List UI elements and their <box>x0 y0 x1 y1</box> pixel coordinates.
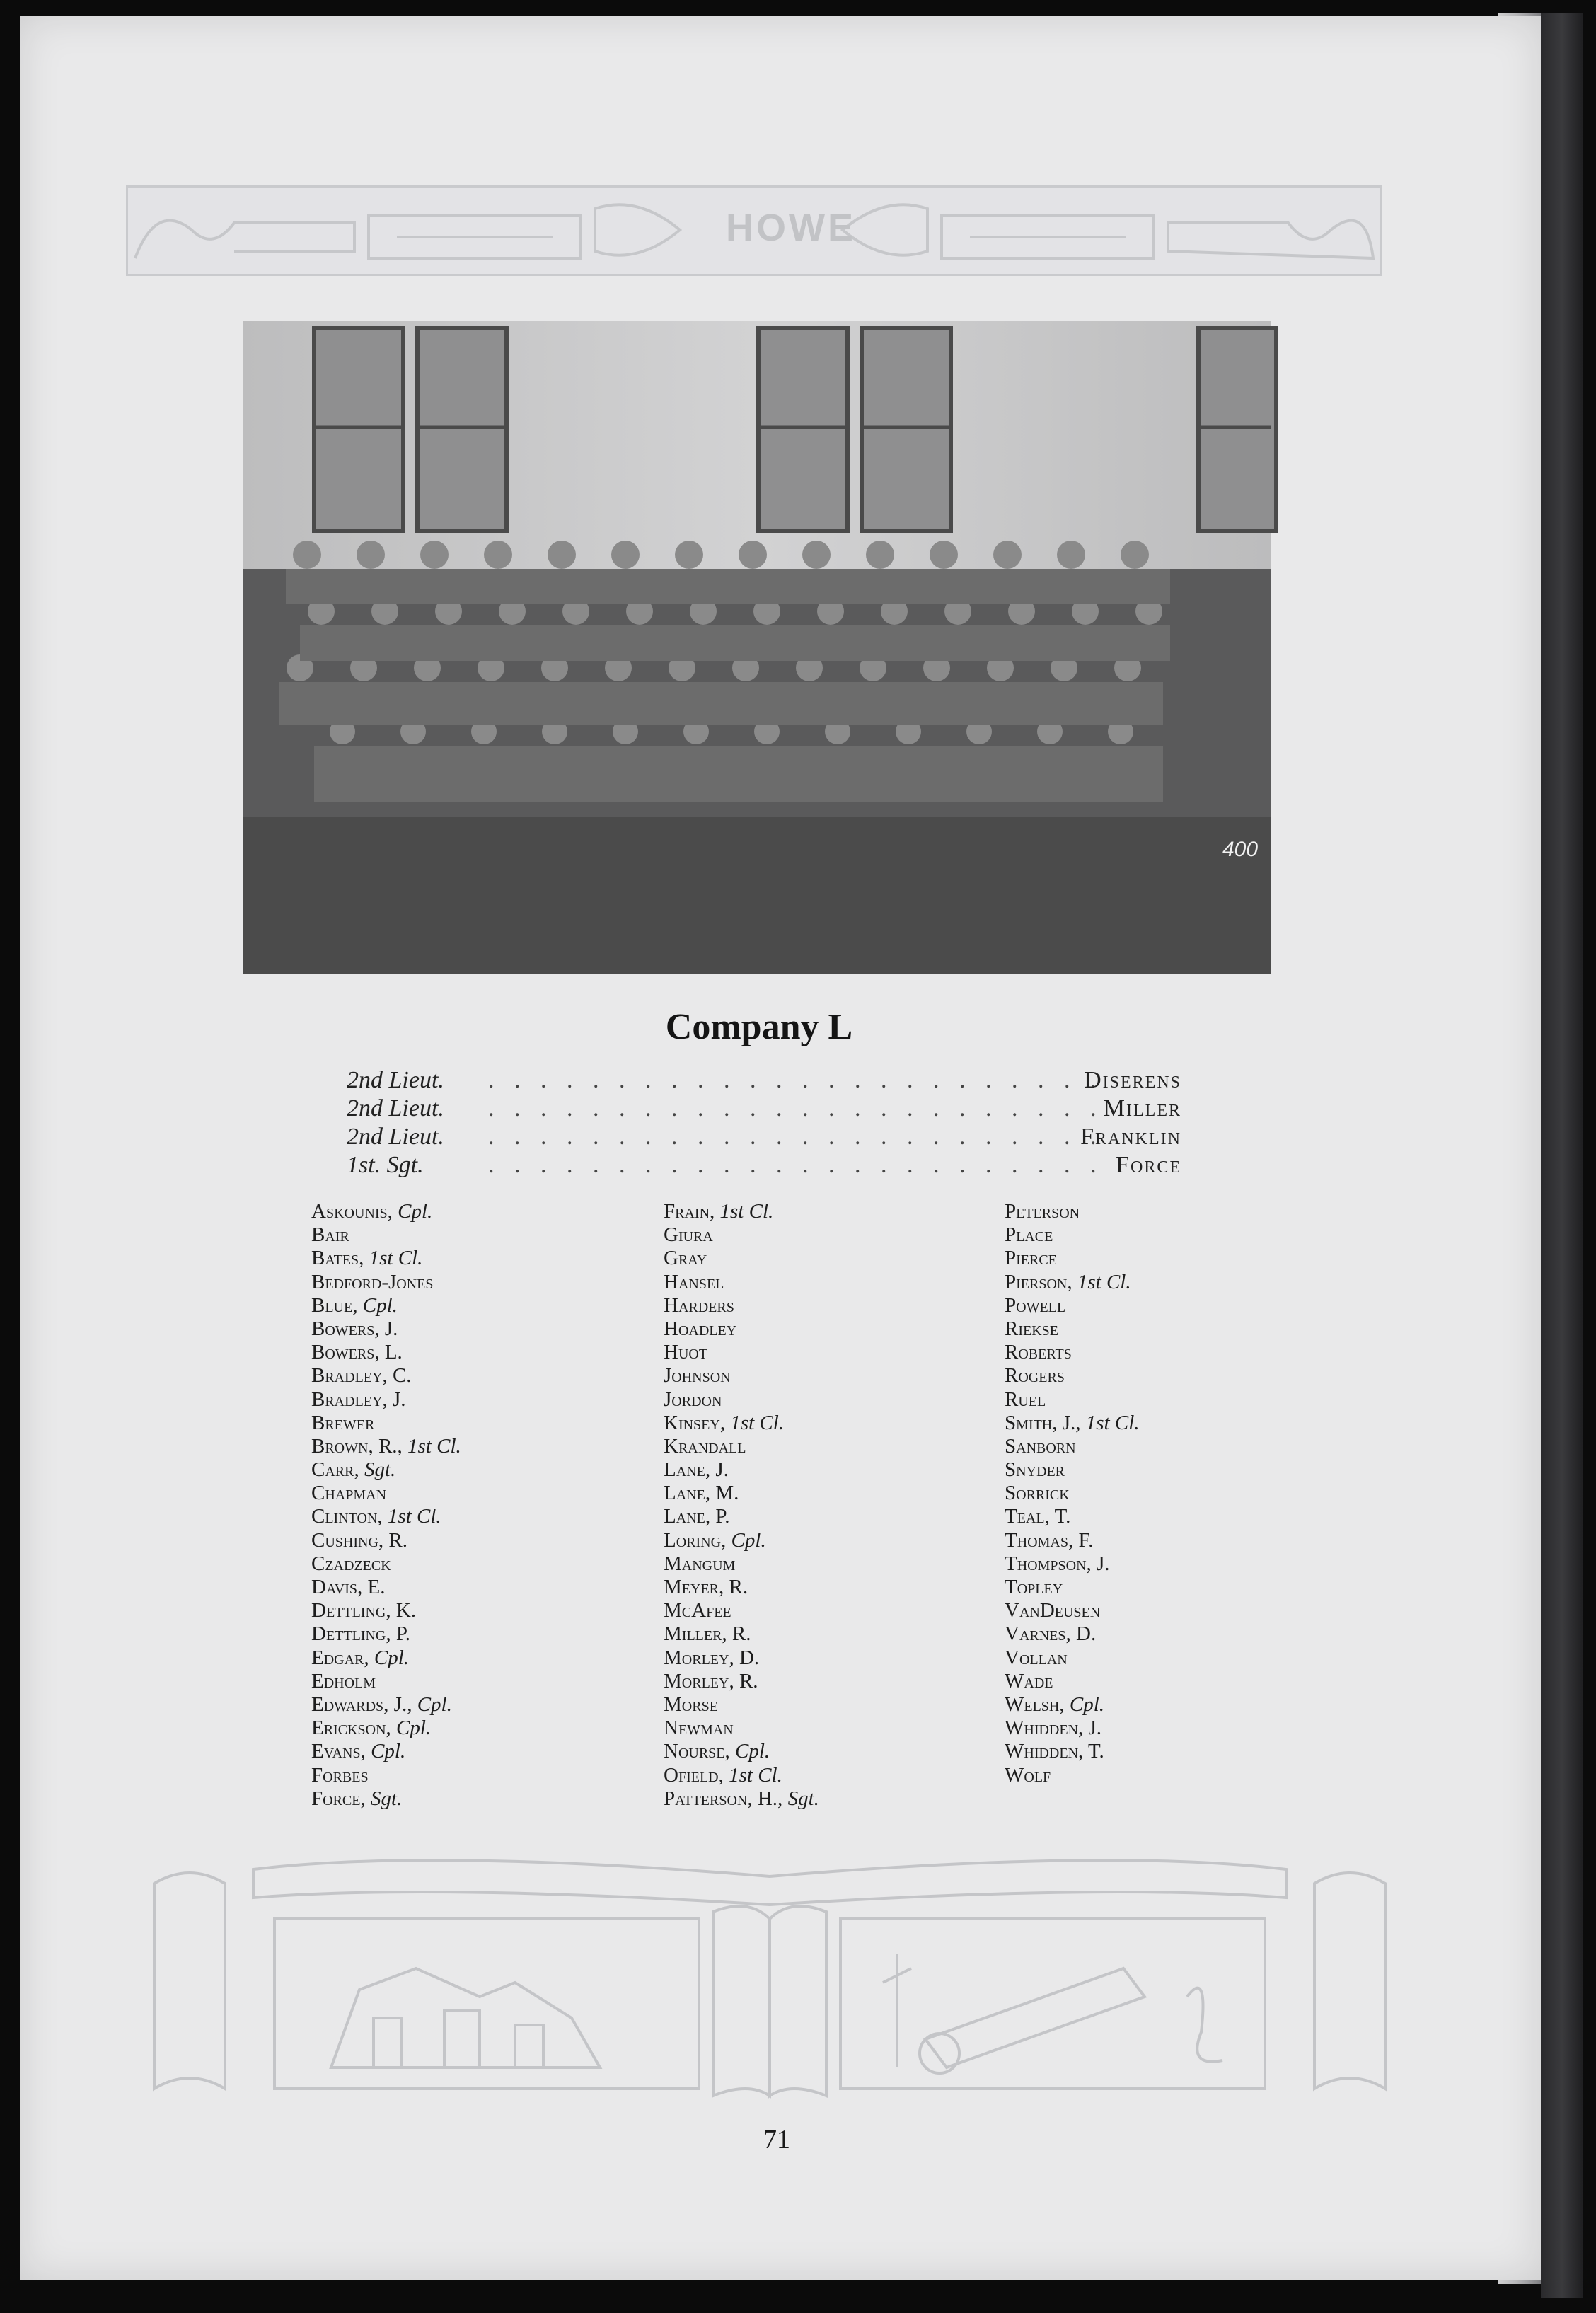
company-title: Company L <box>665 1007 853 1047</box>
roster-rank-note: Cpl. <box>362 1293 398 1317</box>
page-number: 71 <box>763 2125 790 2155</box>
roster-entry <box>1005 1223 1358 1247</box>
roster-name: Meyer, R. <box>664 1576 748 1598</box>
roster-name: Snyder <box>1005 1458 1065 1482</box>
roster-name: Brown, R., <box>311 1434 403 1458</box>
roster-entry <box>664 1576 1017 1599</box>
roster-name: Hoadley <box>664 1317 737 1340</box>
dot-leader: . . . . . . . . . . . . . . . . . . . . . . . . <box>488 1095 1104 1121</box>
roster-name: Edwards, J., <box>311 1692 412 1716</box>
roster-name: Vollan <box>1005 1646 1068 1669</box>
roster-name: Harders <box>664 1293 734 1317</box>
roster-entry <box>664 1670 1017 1693</box>
officer-rank: 1st. Sgt. <box>347 1152 424 1178</box>
roster-entry <box>311 1552 665 1576</box>
roster-rank-note: Cpl. <box>735 1740 770 1763</box>
roster-name: Pierson, <box>1005 1270 1072 1293</box>
dot-leader: . . . . . . . . . . . . . . . . . . . . . . . . <box>488 1152 1104 1178</box>
roster-rank-note: Cpl. <box>398 1200 433 1223</box>
roster-entry <box>664 1552 1017 1576</box>
roster-name: Peterson <box>1005 1200 1080 1223</box>
roster-entry <box>664 1247 1017 1270</box>
officer-name: Miller <box>1103 1095 1181 1121</box>
roster-name: Mangum <box>664 1552 736 1575</box>
roster-entry <box>1005 1435 1358 1458</box>
roster-entry <box>1005 1200 1358 1223</box>
roster-name: Teal, T. <box>1005 1505 1071 1528</box>
roster-entry <box>664 1317 1017 1341</box>
header-banner <box>126 185 1382 276</box>
roster-entry <box>664 1764 1017 1787</box>
roster-rank-note: 1st Cl. <box>729 1763 782 1787</box>
roster-entry <box>664 1505 1017 1528</box>
roster-entry <box>664 1529 1017 1552</box>
roster-entry <box>311 1388 665 1412</box>
roster-entry <box>311 1341 665 1364</box>
roster-entry <box>664 1787 1017 1811</box>
roster-entry <box>311 1693 665 1717</box>
roster-entry <box>1005 1341 1358 1364</box>
roster-name: Bradley, C. <box>311 1364 412 1388</box>
officer-row <box>347 1124 1181 1152</box>
roster-name: Morley, R. <box>664 1669 758 1692</box>
roster-rank-note: 1st Cl. <box>730 1411 785 1434</box>
roster-name: Frain, <box>664 1200 715 1223</box>
roster-name: Ruel <box>1005 1388 1046 1411</box>
roster-entry <box>1005 1717 1358 1740</box>
roster-rank-note: Cpl. <box>374 1646 410 1669</box>
roster-name: Wolf <box>1005 1763 1051 1787</box>
roster-name: Huot <box>664 1341 708 1364</box>
roster-entry <box>1005 1740 1358 1763</box>
roster-name: Jordon <box>664 1388 722 1411</box>
roster-entry <box>664 1646 1017 1670</box>
roster-name: Newman <box>664 1717 734 1740</box>
officer-rank: 2nd Lieut. <box>347 1095 444 1121</box>
roster-entry <box>1005 1529 1358 1552</box>
roster-entry <box>1005 1364 1358 1388</box>
roster-name: VanDeusen <box>1005 1599 1101 1622</box>
roster-entry <box>1005 1247 1358 1270</box>
roster-entry <box>311 1458 665 1482</box>
roster-entry <box>664 1740 1017 1763</box>
roster-rank-note: Cpl. <box>731 1528 766 1552</box>
roster-name: Varnes, D. <box>1005 1622 1097 1646</box>
roster-entry <box>311 1294 665 1317</box>
roster-name: Erickson, <box>311 1717 391 1740</box>
roster-name: Bowers, J. <box>311 1317 398 1340</box>
roster-entry <box>311 1599 665 1622</box>
roster-entry <box>664 1717 1017 1740</box>
roster-name: Whidden, J. <box>1005 1717 1102 1740</box>
roster-name: Davis, E. <box>311 1576 386 1598</box>
roster-entry <box>664 1693 1017 1717</box>
roster-rank-note: 1st Cl. <box>1085 1411 1140 1434</box>
roster-name: Brewer <box>311 1411 375 1434</box>
roster-rank-note: Cpl. <box>396 1717 432 1740</box>
dot-leader: . . . . . . . . . . . . . . . . . . . . . . . . <box>488 1124 1104 1150</box>
roster-name: Wade <box>1005 1669 1053 1692</box>
roster-entry <box>311 1717 665 1740</box>
roster-entry <box>1005 1552 1358 1576</box>
school-title: HOWE <box>726 207 856 249</box>
roster-rank-note: Cpl. <box>371 1740 406 1763</box>
roster-name: Evans, <box>311 1740 366 1763</box>
roster-name: Ofield, <box>664 1763 724 1787</box>
roster-rank-note: Sgt. <box>370 1787 403 1810</box>
roster-entry <box>311 1622 665 1646</box>
roster-name: Thompson, J. <box>1005 1552 1110 1575</box>
officer-name: Diserens <box>1084 1067 1181 1093</box>
roster-name: Dettling, P. <box>311 1622 411 1646</box>
officer-rank: 2nd Lieut. <box>347 1067 444 1093</box>
roster-name: Bates, <box>311 1247 364 1270</box>
roster-entry <box>311 1764 665 1787</box>
roster-entry <box>1005 1505 1358 1528</box>
roster-name: Place <box>1005 1223 1053 1247</box>
roster-column-3 <box>1005 1200 1358 1787</box>
group-photo-illustration <box>243 321 1271 974</box>
roster-entry <box>1005 1294 1358 1317</box>
roster-name: Loring, <box>664 1528 727 1552</box>
roster-name: Lane, P. <box>664 1505 730 1528</box>
roster-entry <box>311 1505 665 1528</box>
roster-entry <box>1005 1317 1358 1341</box>
roster-entry <box>1005 1271 1358 1294</box>
roster-name: Dettling, K. <box>311 1599 417 1622</box>
roster-name: Bowers, L. <box>311 1341 403 1364</box>
roster-name: Chapman <box>311 1482 387 1505</box>
roster-name: Bedford-Jones <box>311 1270 434 1293</box>
roster-name: Riekse <box>1005 1317 1059 1340</box>
roster-name: Morley, D. <box>664 1646 760 1669</box>
roster-name: Lane, M. <box>664 1482 739 1505</box>
roster-name: Welsh, <box>1005 1692 1065 1716</box>
roster-entry <box>664 1388 1017 1412</box>
roster-entry <box>664 1435 1017 1458</box>
roster-name: Gray <box>664 1247 707 1270</box>
officer-rank: 2nd Lieut. <box>347 1124 444 1150</box>
roster-name: Johnson <box>664 1364 731 1388</box>
roster-name: Thomas, F. <box>1005 1528 1094 1552</box>
roster-entry <box>311 1200 665 1223</box>
roster-name: Smith, J., <box>1005 1411 1081 1434</box>
roster-rank-note: Cpl. <box>417 1692 452 1716</box>
officer-list <box>347 1067 1181 1180</box>
roster-entry <box>311 1247 665 1270</box>
roster-entry <box>311 1576 665 1599</box>
officer-name: Force <box>1116 1152 1181 1178</box>
roster-entry <box>311 1740 665 1763</box>
roster-name: Edholm <box>311 1669 376 1692</box>
roster-entry <box>664 1412 1017 1435</box>
roster-entry <box>664 1458 1017 1482</box>
roster-name: Forbes <box>311 1763 369 1787</box>
roster-entry <box>1005 1482 1358 1505</box>
roster-rank-note: 1st Cl. <box>407 1434 461 1458</box>
roster-name: Patterson, H., <box>664 1787 783 1810</box>
roster-name: Cushing, R. <box>311 1528 407 1552</box>
roster-entry <box>311 1412 665 1435</box>
roster-name: Lane, J. <box>664 1458 729 1482</box>
book-cover-edge <box>1541 13 1583 2298</box>
officer-row <box>347 1067 1181 1095</box>
company-photo <box>243 321 1271 974</box>
roster-column-1 <box>311 1200 665 1811</box>
roster-name: Whidden, T. <box>1005 1740 1104 1763</box>
roster-rank-note: Sgt. <box>364 1458 396 1482</box>
roster-name: Miller, R. <box>664 1622 751 1646</box>
roster-name: Hansel <box>664 1270 724 1293</box>
roster-name: Pierce <box>1005 1247 1057 1270</box>
roster-name: Nourse, <box>664 1740 730 1763</box>
roster-name: Giura <box>664 1223 713 1247</box>
roster-entry <box>1005 1412 1358 1435</box>
roster-name: Bradley, J. <box>311 1388 406 1411</box>
roster-entry <box>311 1529 665 1552</box>
officer-row <box>347 1152 1181 1180</box>
roster-name: McAfee <box>664 1599 732 1622</box>
yearbook-page <box>20 16 1541 2280</box>
roster-name: Force, <box>311 1787 366 1810</box>
roster-entry <box>1005 1388 1358 1412</box>
roster-name: Sanborn <box>1005 1434 1076 1458</box>
roster-entry <box>1005 1646 1358 1670</box>
roster-entry <box>311 1787 665 1811</box>
roster-entry <box>664 1364 1017 1388</box>
roster-entry <box>311 1364 665 1388</box>
roster-rank-note: Sgt. <box>787 1787 819 1810</box>
roster-name: Askounis, <box>311 1200 393 1223</box>
roster-name: Edgar, <box>311 1646 369 1669</box>
roster-entry <box>311 1223 665 1247</box>
roster-name: Topley <box>1005 1576 1063 1598</box>
photo-number: 400 <box>1222 838 1259 861</box>
roster-entry <box>664 1482 1017 1505</box>
roster-rank-note: 1st Cl. <box>387 1505 441 1528</box>
roster-entry <box>1005 1693 1358 1717</box>
roster-name: Krandall <box>664 1434 746 1458</box>
roster-entry <box>664 1294 1017 1317</box>
dot-leader: . . . . . . . . . . . . . . . . . . . . . . . . <box>488 1067 1104 1093</box>
roster-name: Kinsey, <box>664 1411 726 1434</box>
roster-column-2 <box>664 1200 1017 1811</box>
roster-rank-note: 1st Cl. <box>719 1200 774 1223</box>
roster-rank-note: 1st Cl. <box>1077 1270 1131 1293</box>
roster-rank-note: Cpl. <box>1069 1692 1105 1716</box>
roster-name: Powell <box>1005 1293 1066 1317</box>
roster-entry <box>311 1317 665 1341</box>
roster-entry <box>1005 1670 1358 1693</box>
roster-entry <box>664 1341 1017 1364</box>
roster-name: Roberts <box>1005 1341 1072 1364</box>
roster-name: Carr, <box>311 1458 359 1482</box>
roster-entry <box>1005 1599 1358 1622</box>
roster-name: Blue, <box>311 1293 358 1317</box>
roster-entry <box>311 1271 665 1294</box>
roster-entry <box>664 1200 1017 1223</box>
officer-name: Franklin <box>1080 1124 1181 1150</box>
roster-entry <box>311 1670 665 1693</box>
roster-name: Clinton, <box>311 1505 383 1528</box>
roster-entry <box>1005 1764 1358 1787</box>
officer-row <box>347 1095 1181 1124</box>
roster-entry <box>1005 1576 1358 1599</box>
roster-entry <box>311 1435 665 1458</box>
roster-entry <box>664 1223 1017 1247</box>
roster-rank-note: 1st Cl. <box>369 1247 423 1270</box>
footer-ornament <box>147 1855 1392 2107</box>
roster-entry <box>311 1646 665 1670</box>
roster-entry <box>311 1482 665 1505</box>
roster-name: Sorrick <box>1005 1482 1070 1505</box>
roster-entry <box>1005 1622 1358 1646</box>
roster-entry <box>664 1599 1017 1622</box>
roster-name: Morse <box>664 1692 718 1716</box>
roster-entry <box>1005 1458 1358 1482</box>
roster-entry <box>664 1271 1017 1294</box>
roster-name: Bair <box>311 1223 349 1247</box>
roster-entry <box>664 1622 1017 1646</box>
roster-name: Rogers <box>1005 1364 1065 1388</box>
roster-name: Czadzeck <box>311 1552 391 1575</box>
